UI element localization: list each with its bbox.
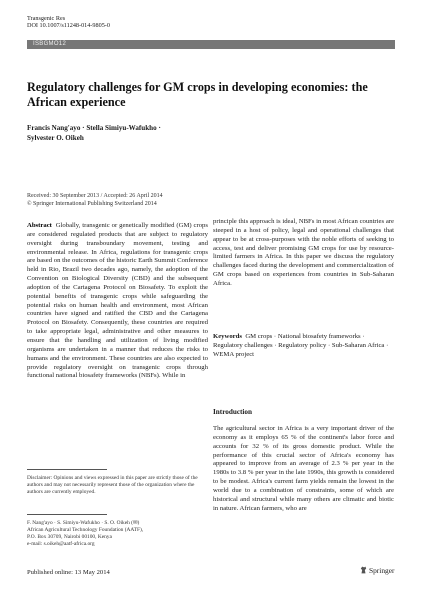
abstract-column-left [27, 222, 208, 381]
author-list [27, 124, 257, 143]
keywords-label: Keywords [213, 333, 242, 340]
abstract-label: Abstract [27, 222, 52, 229]
published-online: Published online: 13 May 2014 [27, 569, 110, 576]
section-tag: ISBGMO12 [27, 40, 395, 49]
publication-dates [27, 192, 163, 208]
affiliation-address: P.O. Box 30709, Nairobi 00100, Kenya [27, 533, 112, 540]
copyright: © Springer International Publishing Switzerland 2014 [27, 201, 157, 207]
introduction-heading: Introduction [213, 408, 253, 416]
disclaimer-note: Disclaimer: Opinions and views expressed in this paper are strictly those of the authors and may not necessarily represent those of the organization where the authors are currently employed. [27, 475, 198, 495]
paper-title: Regulatory challenges for GM crops in developing economies: the African experience [27, 80, 368, 109]
affiliation-names: F. Nang'ayo · S. Simiyu-Wafukho · S. O. Oikeh (✉) [27, 520, 140, 526]
abstract-continuation: principle this approach is ideal, NBFs in most African countries are steeped in a host of policy, legal and operational challenges that appear to be at cross-purposes with the noble efforts of seeking to access, test and deliver promising GM crops for use by resource-limited farmers in Africa. In this paper we discuss the regulatory challenges faced during the development and commercialization of GM crops based on experiences from countries in Sub-Saharan Africa. [213, 218, 394, 287]
springer-horse-icon [360, 566, 367, 574]
keywords [213, 333, 394, 360]
introduction-text: The agricultural sector in Africa is a very important driver of the economy as it employs 65 % of the continent's labor force and accounts for 32 % of its gross domestic product. While the performance of this crucial sector of Africa's economy has appeared to improve from an average of 2.3 % per year in the 1980s to 3.8 % per year in the late 1990s, this growth is considered to be modest. Africa's current farm yields remain the lowest in the world due to a combination of constraints, some of which are historical and structural while many others are climatic and biotic in nature. African farmers, who are [213, 425, 394, 512]
affiliation-email: e-mail: s.oikeh@aatf-africa.org [27, 540, 95, 547]
affiliation-divider [27, 514, 107, 515]
journal-header [27, 15, 110, 30]
journal-name: Transgenic Res [27, 15, 66, 22]
affiliation-org: African Agricultural Technology Foundation (AATF), [27, 526, 144, 533]
doi: DOI 10.1007/s11248-014-9805-0 [27, 22, 110, 30]
author-affiliation [27, 520, 203, 548]
publisher-name: Springer [369, 566, 395, 575]
footnote-divider [27, 469, 107, 470]
keywords-text: GM crops · National biosafety frameworks · Regulatory challenges · Regulatory policy · Sub-Saharan Africa · WEMA project [213, 333, 389, 358]
abstract-text: Globally, transgenic or genetically modified (GM) crops are considered regulated products that are subject to regulatory oversight during transboundary movement, testing and environmental release. In Africa, regulations for transgenic crops are based on the outcomes of the historic Earth Summit Conference held in Rio, Brazil two decades ago, namely, the adoption of the Convention on Biological Diversity (CBD) and the subsequent adoption of the Cartagena Protocol on Biosafety. To exploit the potential benefits of transgenic crops while safeguarding the potential risks on human health and environment, most African countries have signed and ratified the CBD and the Cartagena Protocol on Biosafety. Consequently, these countries are required to take appropriate legal, administrative and other measures to ensure that the handling and utilization of living modified organisms are undertaken in a manner that reduces the risks to humans and the environment. These countries are also expected to provide regulatory oversight on transgenic crops through functional national biosafety frameworks (NBFs). While in [27, 222, 209, 380]
springer-logo [360, 566, 394, 575]
authors-line-2: Sylvester O. Oikeh [27, 133, 84, 142]
abstract-column-right [213, 218, 394, 289]
received-accepted: Received: 30 September 2013 / Accepted: 26 April 2014 [27, 193, 163, 199]
authors-line-1: Francis Nang'ayo · Stella Simiyu-Wafukho · [27, 124, 161, 132]
